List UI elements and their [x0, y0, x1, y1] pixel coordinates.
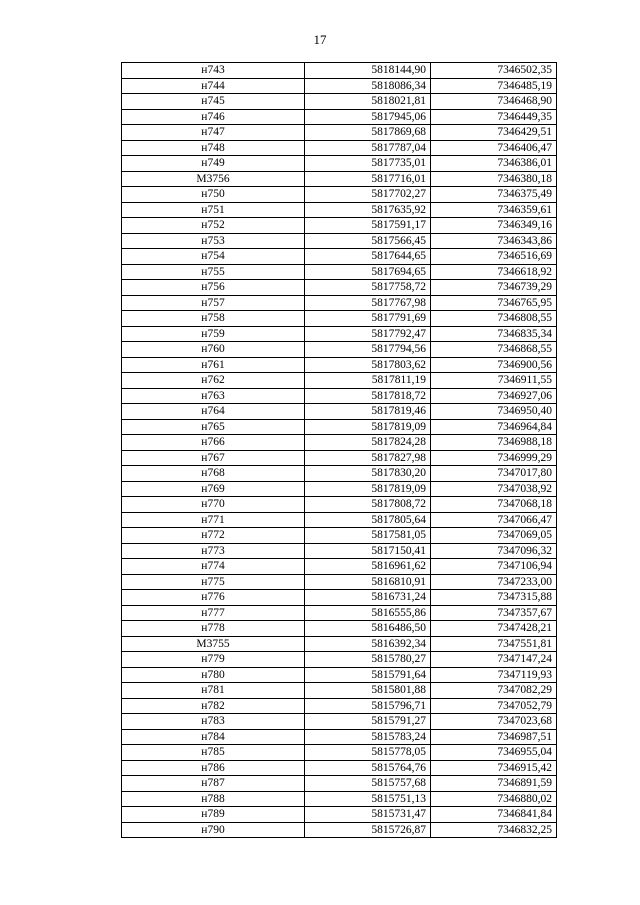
y-coordinate-cell: 7346832,25	[431, 822, 557, 838]
y-coordinate-cell: 7346900,56	[431, 357, 557, 373]
y-coordinate-cell: 7347082,29	[431, 683, 557, 699]
point-id-cell: н787	[122, 776, 305, 792]
table-row	[122, 621, 557, 637]
table-row	[122, 357, 557, 373]
x-coordinate-cell: 5815731,47	[305, 807, 431, 823]
point-id-cell: н752	[122, 218, 305, 234]
table-row	[122, 249, 557, 265]
table-row	[122, 466, 557, 482]
point-id-cell: н774	[122, 559, 305, 575]
point-id-cell: н777	[122, 605, 305, 621]
y-coordinate-cell: 7346349,16	[431, 218, 557, 234]
x-coordinate-cell: 5817819,09	[305, 481, 431, 497]
table-row	[122, 435, 557, 451]
table-row	[122, 450, 557, 466]
table-row	[122, 574, 557, 590]
table-row	[122, 683, 557, 699]
y-coordinate-cell: 7347357,67	[431, 605, 557, 621]
table-row	[122, 78, 557, 94]
x-coordinate-cell: 5818144,90	[305, 63, 431, 79]
point-id-cell: н768	[122, 466, 305, 482]
y-coordinate-cell: 7346950,40	[431, 404, 557, 420]
y-coordinate-cell: 7347119,93	[431, 667, 557, 683]
x-coordinate-cell: 5815778,05	[305, 745, 431, 761]
x-coordinate-cell: 5817818,72	[305, 388, 431, 404]
point-id-cell: н763	[122, 388, 305, 404]
y-coordinate-cell: 7346911,55	[431, 373, 557, 389]
x-coordinate-cell: 5817787,04	[305, 140, 431, 156]
y-coordinate-cell: 7346987,51	[431, 729, 557, 745]
x-coordinate-cell: 5817758,72	[305, 280, 431, 296]
point-id-cell: н784	[122, 729, 305, 745]
y-coordinate-cell: 7347096,32	[431, 543, 557, 559]
x-coordinate-cell: 5817819,09	[305, 419, 431, 435]
table-row	[122, 63, 557, 79]
x-coordinate-cell: 5815783,24	[305, 729, 431, 745]
y-coordinate-cell: 7347551,81	[431, 636, 557, 652]
x-coordinate-cell: 5816731,24	[305, 590, 431, 606]
x-coordinate-cell: 5815757,68	[305, 776, 431, 792]
point-id-cell: н746	[122, 109, 305, 125]
point-id-cell: н749	[122, 156, 305, 172]
table-row	[122, 125, 557, 141]
table-row	[122, 745, 557, 761]
y-coordinate-cell: 7347052,79	[431, 698, 557, 714]
y-coordinate-cell: 7346739,29	[431, 280, 557, 296]
table-row	[122, 280, 557, 296]
x-coordinate-cell: 5817819,46	[305, 404, 431, 420]
table-row	[122, 714, 557, 730]
point-id-cell: н779	[122, 652, 305, 668]
table-row	[122, 171, 557, 187]
point-id-cell: н745	[122, 94, 305, 110]
table-row	[122, 388, 557, 404]
point-id-cell: н775	[122, 574, 305, 590]
x-coordinate-cell: 5817830,20	[305, 466, 431, 482]
x-coordinate-cell: 5817794,56	[305, 342, 431, 358]
point-id-cell: н767	[122, 450, 305, 466]
y-coordinate-cell: 7346835,34	[431, 326, 557, 342]
point-id-cell: М3755	[122, 636, 305, 652]
table-row	[122, 109, 557, 125]
point-id-cell: н743	[122, 63, 305, 79]
page-number: 17	[313, 32, 327, 47]
point-id-cell: н761	[122, 357, 305, 373]
x-coordinate-cell: 5815791,27	[305, 714, 431, 730]
table-row	[122, 760, 557, 776]
x-coordinate-cell: 5817694,65	[305, 264, 431, 280]
table-row	[122, 481, 557, 497]
y-coordinate-cell: 7346449,35	[431, 109, 557, 125]
x-coordinate-cell: 5818021,81	[305, 94, 431, 110]
table-row	[122, 218, 557, 234]
table-row	[122, 543, 557, 559]
point-id-cell: н771	[122, 512, 305, 528]
point-id-cell: н788	[122, 791, 305, 807]
point-id-cell: н750	[122, 187, 305, 203]
y-coordinate-cell: 7347233,00	[431, 574, 557, 590]
point-id-cell: н759	[122, 326, 305, 342]
point-id-cell: н776	[122, 590, 305, 606]
x-coordinate-cell: 5817767,98	[305, 295, 431, 311]
table-row	[122, 233, 557, 249]
x-coordinate-cell: 5817150,41	[305, 543, 431, 559]
coordinates-table	[121, 62, 557, 838]
x-coordinate-cell: 5817827,98	[305, 450, 431, 466]
table-row	[122, 528, 557, 544]
y-coordinate-cell: 7346765,95	[431, 295, 557, 311]
x-coordinate-cell: 5816961,62	[305, 559, 431, 575]
point-id-cell: н748	[122, 140, 305, 156]
y-coordinate-cell: 7346841,84	[431, 807, 557, 823]
x-coordinate-cell: 5817702,27	[305, 187, 431, 203]
point-id-cell: н758	[122, 311, 305, 327]
y-coordinate-cell: 7347017,80	[431, 466, 557, 482]
point-id-cell: н778	[122, 621, 305, 637]
y-coordinate-cell: 7347428,21	[431, 621, 557, 637]
y-coordinate-cell: 7346808,55	[431, 311, 557, 327]
x-coordinate-cell: 5817735,01	[305, 156, 431, 172]
y-coordinate-cell: 7347068,18	[431, 497, 557, 513]
table-row	[122, 636, 557, 652]
point-id-cell: н757	[122, 295, 305, 311]
y-coordinate-cell: 7346375,49	[431, 187, 557, 203]
coordinates-table-body	[122, 63, 557, 838]
table-row	[122, 822, 557, 838]
point-id-cell: н785	[122, 745, 305, 761]
point-id-cell: н766	[122, 435, 305, 451]
x-coordinate-cell: 5815726,87	[305, 822, 431, 838]
x-coordinate-cell: 5817792,47	[305, 326, 431, 342]
y-coordinate-cell: 7347069,05	[431, 528, 557, 544]
table-row	[122, 373, 557, 389]
x-coordinate-cell: 5817869,68	[305, 125, 431, 141]
table-row	[122, 590, 557, 606]
table-row	[122, 342, 557, 358]
x-coordinate-cell: 5815791,64	[305, 667, 431, 683]
y-coordinate-cell: 7346485,19	[431, 78, 557, 94]
x-coordinate-cell: 5817945,06	[305, 109, 431, 125]
y-coordinate-cell: 7346406,47	[431, 140, 557, 156]
x-coordinate-cell: 5817644,65	[305, 249, 431, 265]
point-id-cell: н744	[122, 78, 305, 94]
y-coordinate-cell: 7346380,18	[431, 171, 557, 187]
table-row	[122, 202, 557, 218]
point-id-cell: М3756	[122, 171, 305, 187]
x-coordinate-cell: 5815796,71	[305, 698, 431, 714]
point-id-cell: н765	[122, 419, 305, 435]
x-coordinate-cell: 5816555,86	[305, 605, 431, 621]
table-row	[122, 311, 557, 327]
y-coordinate-cell: 7346964,84	[431, 419, 557, 435]
x-coordinate-cell: 5817566,45	[305, 233, 431, 249]
x-coordinate-cell: 5817808,72	[305, 497, 431, 513]
table-row	[122, 776, 557, 792]
table-row	[122, 807, 557, 823]
x-coordinate-cell: 5816486,50	[305, 621, 431, 637]
table-row	[122, 652, 557, 668]
x-coordinate-cell: 5816392,34	[305, 636, 431, 652]
table-row	[122, 295, 557, 311]
table-row	[122, 156, 557, 172]
point-id-cell: н786	[122, 760, 305, 776]
y-coordinate-cell: 7346468,90	[431, 94, 557, 110]
table-row	[122, 419, 557, 435]
point-id-cell: н760	[122, 342, 305, 358]
x-coordinate-cell: 5817716,01	[305, 171, 431, 187]
y-coordinate-cell: 7347066,47	[431, 512, 557, 528]
y-coordinate-cell: 7346988,18	[431, 435, 557, 451]
x-coordinate-cell: 5817791,69	[305, 311, 431, 327]
table-row	[122, 605, 557, 621]
point-id-cell: н764	[122, 404, 305, 420]
y-coordinate-cell: 7346618,92	[431, 264, 557, 280]
y-coordinate-cell: 7347023,68	[431, 714, 557, 730]
point-id-cell: н753	[122, 233, 305, 249]
point-id-cell: н781	[122, 683, 305, 699]
point-id-cell: н783	[122, 714, 305, 730]
point-id-cell: н773	[122, 543, 305, 559]
x-coordinate-cell: 5815751,13	[305, 791, 431, 807]
y-coordinate-cell: 7347106,94	[431, 559, 557, 575]
point-id-cell: н751	[122, 202, 305, 218]
table-row	[122, 404, 557, 420]
y-coordinate-cell: 7346868,55	[431, 342, 557, 358]
x-coordinate-cell: 5817591,17	[305, 218, 431, 234]
y-coordinate-cell: 7347147,24	[431, 652, 557, 668]
table-row	[122, 326, 557, 342]
y-coordinate-cell: 7346429,51	[431, 125, 557, 141]
y-coordinate-cell: 7346343,86	[431, 233, 557, 249]
x-coordinate-cell: 5815801,88	[305, 683, 431, 699]
x-coordinate-cell: 5816810,91	[305, 574, 431, 590]
table-row	[122, 94, 557, 110]
table-row	[122, 187, 557, 203]
table-row	[122, 667, 557, 683]
y-coordinate-cell: 7346927,06	[431, 388, 557, 404]
table-row	[122, 512, 557, 528]
table-row	[122, 140, 557, 156]
y-coordinate-cell: 7346502,35	[431, 63, 557, 79]
point-id-cell: н770	[122, 497, 305, 513]
y-coordinate-cell: 7346359,61	[431, 202, 557, 218]
table-row	[122, 497, 557, 513]
y-coordinate-cell: 7346999,29	[431, 450, 557, 466]
x-coordinate-cell: 5818086,34	[305, 78, 431, 94]
x-coordinate-cell: 5817635,92	[305, 202, 431, 218]
point-id-cell: н755	[122, 264, 305, 280]
x-coordinate-cell: 5817824,28	[305, 435, 431, 451]
y-coordinate-cell: 7346955,04	[431, 745, 557, 761]
x-coordinate-cell: 5817803,62	[305, 357, 431, 373]
point-id-cell: н780	[122, 667, 305, 683]
point-id-cell: н782	[122, 698, 305, 714]
y-coordinate-cell: 7346386,01	[431, 156, 557, 172]
point-id-cell: н772	[122, 528, 305, 544]
point-id-cell: н789	[122, 807, 305, 823]
point-id-cell: н754	[122, 249, 305, 265]
y-coordinate-cell: 7346915,42	[431, 760, 557, 776]
x-coordinate-cell: 5815764,76	[305, 760, 431, 776]
table-row	[122, 791, 557, 807]
point-id-cell: н762	[122, 373, 305, 389]
table-row	[122, 264, 557, 280]
point-id-cell: н756	[122, 280, 305, 296]
x-coordinate-cell: 5817581,05	[305, 528, 431, 544]
y-coordinate-cell: 7347315,88	[431, 590, 557, 606]
x-coordinate-cell: 5815780,27	[305, 652, 431, 668]
point-id-cell: н790	[122, 822, 305, 838]
table-row	[122, 698, 557, 714]
table-row	[122, 559, 557, 575]
point-id-cell: н747	[122, 125, 305, 141]
x-coordinate-cell: 5817811,19	[305, 373, 431, 389]
point-id-cell: н769	[122, 481, 305, 497]
table-row	[122, 729, 557, 745]
y-coordinate-cell: 7346880,02	[431, 791, 557, 807]
y-coordinate-cell: 7346516,69	[431, 249, 557, 265]
y-coordinate-cell: 7347038,92	[431, 481, 557, 497]
y-coordinate-cell: 7346891,59	[431, 776, 557, 792]
x-coordinate-cell: 5817805,64	[305, 512, 431, 528]
